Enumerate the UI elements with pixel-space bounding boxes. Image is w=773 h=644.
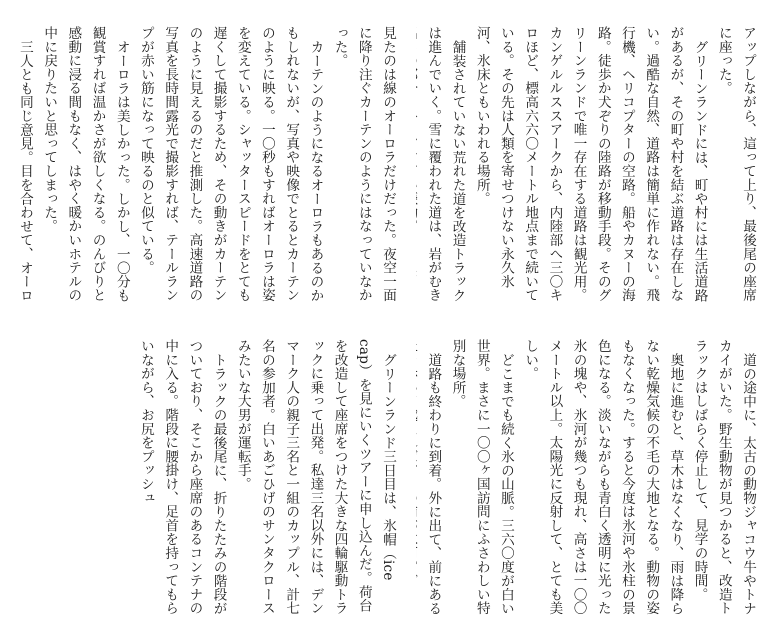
paragraph: 見たのは線のオーロラだけだった。夜空一面に降り注ぐカーテンのようにはなっていなかった。 bbox=[331, 26, 396, 302]
paragraph: 奥地に進むと、草木はなくなり、雨は降らない乾燥気候の不毛の大地となる。動物の姿もなくなった。すると今度は氷河や氷柱の景色になる。淡いながらも青白く透明に光った氷の塊や、氷河が幾つも現れ、高さは一〇〇メートル以上。太陽光に反射して、とても美しい。 bbox=[522, 339, 684, 615]
paragraph: グリーンランド三日目は、氷帽（ice cap）を見にいくツアーに申し込んだ。荷台を改造して座席をつけた大きな四輪駆動トラックに乗って出発。私達三名以外には、デンマーク人の親子三名と一組のカップル、計七名の参加者。白いあごひげのサンタクロースみたいな大男が運転手。 bbox=[234, 339, 396, 615]
right-bottom-paragraphs bbox=[416, 339, 760, 615]
paragraph: 三人とも同じ意見。目を合わせて、オーロ bbox=[16, 39, 33, 302]
left-top-text-block bbox=[14, 26, 400, 308]
right-bottom-text-block bbox=[416, 339, 760, 615]
left-top-paragraphs bbox=[14, 26, 400, 308]
right-top-text-block bbox=[416, 26, 760, 308]
paragraph: トラックの最後尾に、折りたたみの階段がついており、そこから座席のあるコンテナの中に入る。階段に腰掛け、足首を持ってもらいながら、お尻をプッシュ bbox=[137, 339, 227, 615]
paragraph: カーテンのようになるオーロラもあるのかもしれないが、写真や映像でとるとカーテンのように映る。一〇秒もすればオーロラは姿を変えている。シャッタースピードをとても遅くして撮影するため、その動きがカーテンのように見えるのだと推測した。高速道路の写真を長時間露光で撮影すれば、テールランプが赤い筋になって映るのと似ている。 bbox=[137, 26, 324, 302]
left-bottom-paragraphs bbox=[14, 339, 400, 615]
paragraph: オーロラは美しかった。しかし、一〇分も観賞すれば温かさが欲しくなる。のんびりと感動に浸る間もなく、はやく暖かいホテルの中に戻りたいと思ってしまった。 bbox=[41, 26, 130, 302]
paragraph: 道の途中に、太古の動物ジャコウ牛やトナカイがいた。野生動物が見つかると、改造トラックはしばらく停止して、見学の時間。 bbox=[691, 339, 756, 615]
paragraph: アップしながら、這って上り、最後尾の座席に座った。 bbox=[715, 26, 756, 302]
paragraph: グリーンランドには、町や村には生活道路があるが、その町や村を結ぶ道路は存在しない。過酷な自然、道路は簡単に作れない。飛行機、ヘリコプターの空路。船やカヌーの海路。徒歩か犬ぞりの陸路が移動手段。そのグリーンランドで唯一存在する道路は観光用。カンゲルルススアークから、内陸部へ三〇キロほど、標高六六〇メートル地点まで続いている。その先は人類を寄せつけない永久氷河、氷床ともいわれる場所。 bbox=[473, 26, 708, 302]
paragraph: 道路も終わりに到着。外に出て、前にある bbox=[425, 352, 442, 615]
paragraph: 舗装されていない荒れた道を改造トラックは進んでいく。雪に覆われた道は、岩がむき bbox=[425, 26, 466, 302]
right-top-paragraphs bbox=[416, 26, 760, 308]
left-bottom-text-block bbox=[14, 339, 400, 615]
paragraph: どこまでも続く氷の山脈。三六〇度が白い世界。まさに一〇〇ヶ国訪問にふさわしい特別な場所。 bbox=[449, 339, 514, 615]
